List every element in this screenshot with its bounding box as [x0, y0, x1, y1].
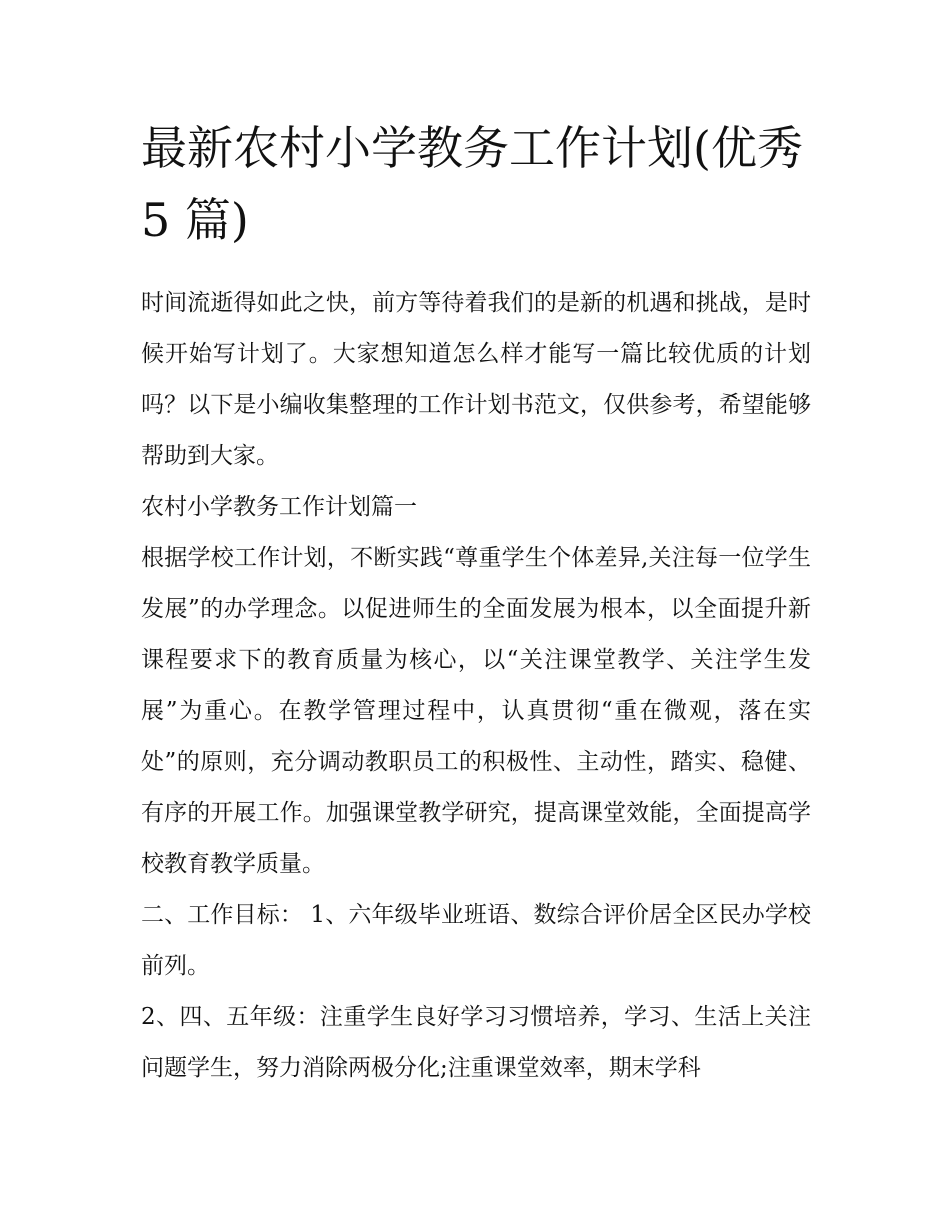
body-paragraph: 根据学校工作计划，不断实践“尊重学生个体差异,关注每一位学生发展”的办学理念。以促进师生的全面发展为根本，以全面提升新课程要求下的教育质量为核心，以“关注课堂教学、关注学生发展”为重心。在教学管理过程中，认真贯彻“重在微观，落在实处”的原则，充分调动教职员工的积极性、主动性，踏实、稳健、有序的开展工作。加强课堂教学研究，提高课堂效能，全面提高学校教育教学质量。	[141, 545, 811, 877]
goals-paragraph: 二、工作目标： 1、六年级毕业班语、数综合评价居全区民办学校前列。	[141, 902, 811, 979]
goals-item-paragraph: 2、四、五年级：注重学生良好学习习惯培养，学习、生活上关注问题学生，努力消除两极分化;注重课堂效率，期末学科	[141, 1004, 811, 1081]
section-heading: 农村小学教务工作计划篇一	[141, 494, 417, 520]
document-title: 最新农村小学教务工作计划(优秀 5 篇)	[141, 121, 803, 247]
intro-paragraph: 时间流逝得如此之快，前方等待着我们的是新的机遇和挑战，是时候开始写计划了。大家想知道怎么样才能写一篇比较优质的计划吗？以下是小编收集整理的工作计划书范文，仅供参考，希望能够帮助到大家。	[141, 290, 811, 469]
document-page	[141, 112, 811, 1094]
